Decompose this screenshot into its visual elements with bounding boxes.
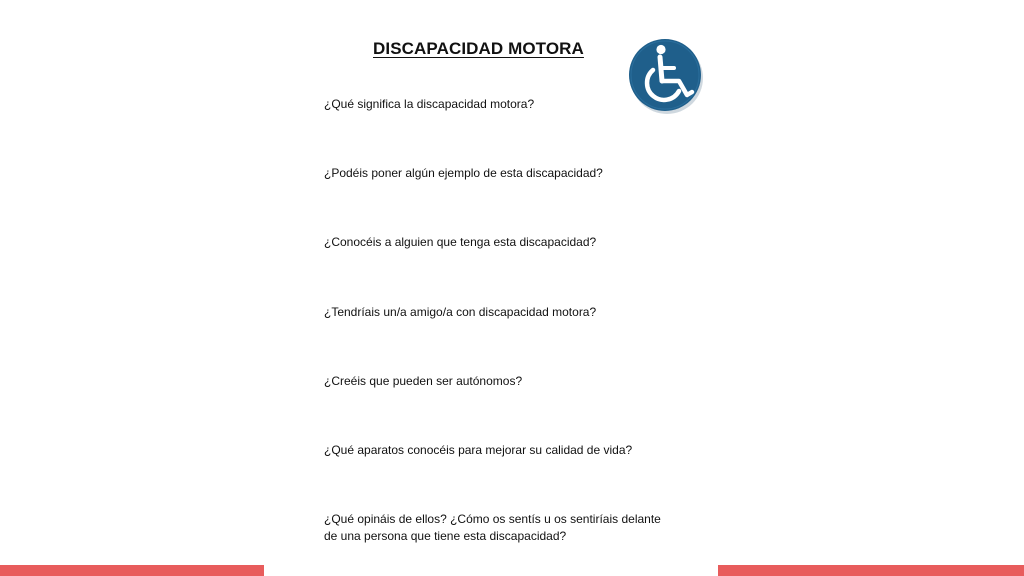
question-1: ¿Qué significa la discapacidad motora? bbox=[324, 97, 535, 111]
accent-bar-left bbox=[0, 565, 264, 576]
question-3: ¿Conocéis a alguien que tenga esta discapacidad? bbox=[324, 235, 597, 249]
question-7: ¿Qué opináis de ellos? ¿Cómo os sentís u os sentiríais delante de una persona que tiene esta discapacidad? bbox=[324, 512, 661, 543]
question-5: ¿Creéis que pueden ser autónomos? bbox=[324, 374, 523, 388]
question-4: ¿Tendríais un/a amigo/a con discapacidad motora? bbox=[324, 305, 597, 319]
question-6: ¿Qué aparatos conocéis para mejorar su calidad de vida? bbox=[324, 443, 633, 457]
question-2: ¿Podéis poner algún ejemplo de esta discapacidad? bbox=[324, 166, 603, 180]
wheelchair-icon bbox=[627, 37, 705, 115]
page-title: DISCAPACIDAD MOTORA bbox=[373, 39, 584, 58]
accent-bar-right bbox=[718, 565, 1024, 576]
